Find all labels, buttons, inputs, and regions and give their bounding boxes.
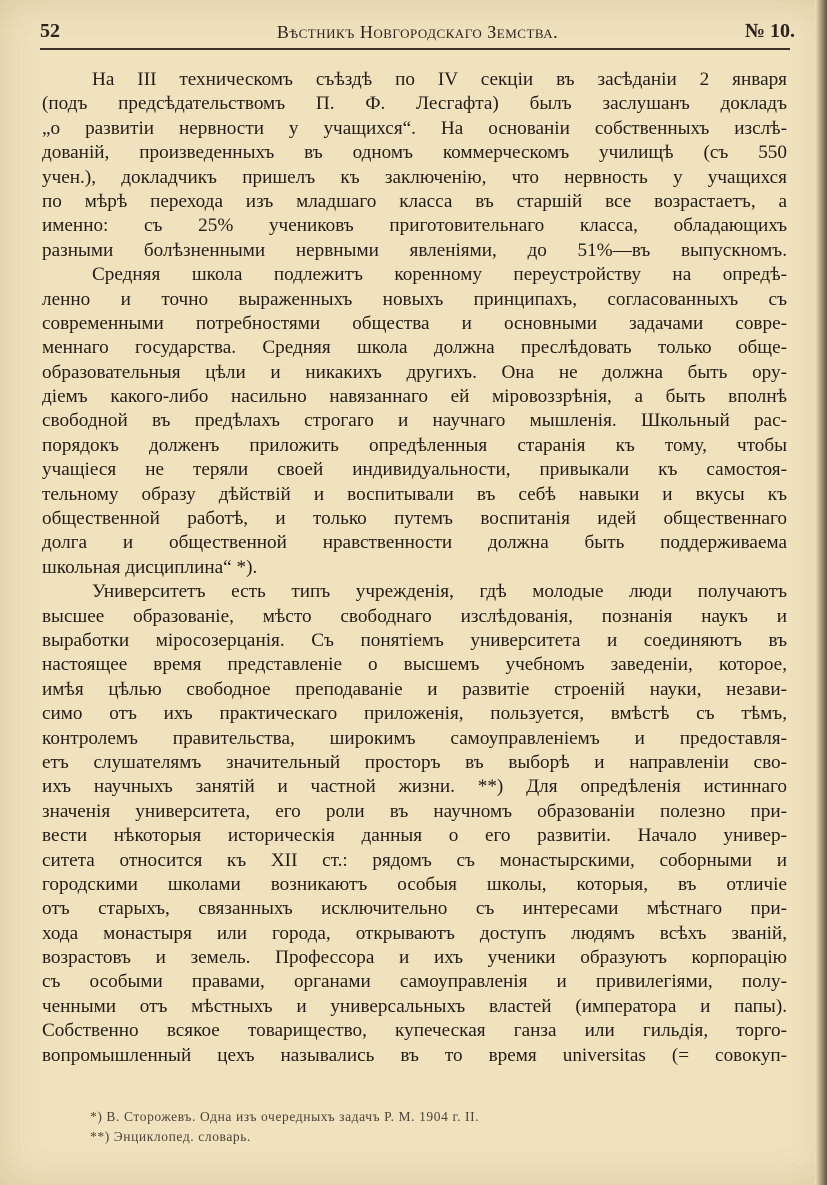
text-line: ченными отъ мѣстныхъ и универсальныхъ властей (императора и папы). bbox=[42, 995, 787, 1017]
footnote: *) В. Сторожевъ. Одна изъ очередныхъ задачъ Р. М. 1904 г. II. bbox=[90, 1109, 480, 1124]
text-line: симо отъ ихъ практическаго приложенія, пользуется, вмѣстѣ съ тѣмъ, bbox=[42, 703, 787, 725]
text-line: долга и общественной нравственности должна быть поддерживаема bbox=[42, 532, 787, 554]
text-line: съ особыми правами, органами самоуправленія и привилегіями, полу- bbox=[42, 971, 787, 993]
running-header bbox=[40, 20, 795, 46]
text-line: Университетъ есть типъ учрежденія, гдѣ молодые люди получаютъ bbox=[92, 581, 787, 603]
footnote: **) Энциклопед. словарь. bbox=[90, 1129, 252, 1144]
text-line: образовательныя цѣли и никакихъ другихъ. Она не должна быть ору- bbox=[42, 361, 787, 383]
text-line: вести нѣкоторыя историческія данныя о его развитіи. Начало универ- bbox=[42, 825, 787, 847]
text-line: тельному образу дѣйствій и воспитывали въ себѣ навыки и вкусы къ bbox=[42, 483, 787, 505]
text-line: дованій, произведенныхъ въ одномъ коммерческомъ училищѣ (съ 550 bbox=[42, 142, 787, 164]
text-line: етъ слушателямъ значительный просторъ въ выборѣ и направленіи сво- bbox=[42, 751, 787, 773]
article-body bbox=[42, 68, 787, 1068]
text-line: городскими школами возникаютъ особыя школы, которыя, въ отличіе bbox=[42, 873, 787, 895]
text-line: разными болѣзненными нервными явленіями, до 51%—въ выпускномъ. bbox=[42, 239, 787, 261]
page-number: 52 bbox=[40, 20, 60, 42]
text-line: учащіеся не теряли своей индивидуальности, привыкали къ самостоя- bbox=[42, 459, 787, 481]
text-line: хода монастыря или города, открываютъ доступъ людямъ всѣхъ званій, bbox=[42, 922, 787, 944]
text-line: „о развитіи нервности у учащихся“. На основаніи собственныхъ изслѣ- bbox=[42, 117, 787, 139]
issue-number: № 10. bbox=[744, 20, 795, 42]
text-line: именно: съ 25% учениковъ приготовительнаго класса, обладающихъ bbox=[42, 215, 787, 237]
text-line: школьная дисциплина“ *). bbox=[42, 556, 258, 578]
header-rule bbox=[40, 48, 790, 50]
text-line: значенія университета, его роли въ научномъ образованіи полезно при- bbox=[42, 800, 787, 822]
text-line: отъ старыхъ, связанныхъ исключительно съ интересами мѣстнаго при- bbox=[42, 898, 787, 920]
text-line: общественной работѣ, и только путемъ воспитанія идей общественнаго bbox=[42, 508, 787, 530]
text-line: возрастовъ и земель. Профессора и ихъ ученики образуютъ корпорацію bbox=[42, 947, 787, 969]
text-line: ситета относится къ XII ст.: рядомъ съ монастырскими, соборными и bbox=[42, 849, 787, 871]
text-line: діемъ какого-либо насильно навязаннаго ей міровоззрѣнія, а быть вполнѣ bbox=[42, 386, 787, 408]
text-line: высшее образованіе, мѣсто свободнаго изслѣдованія, познанія наукъ и bbox=[42, 605, 787, 627]
text-line: порядокъ долженъ приложить опредѣленныя старанія къ тому, чтобы bbox=[42, 434, 787, 456]
text-line: Собственно всякое товарищество, купеческая ганза или гильдія, торго- bbox=[42, 1020, 787, 1042]
text-line: меннаго государства. Средняя школа должна преслѣдовать только обще- bbox=[42, 337, 787, 359]
text-line: контролемъ правительства, широкимъ самоуправленіемъ и предоставля- bbox=[42, 727, 787, 749]
text-line: учен.), докладчикъ пришелъ къ заключенію, что нервность у учащихся bbox=[42, 166, 787, 188]
text-line: по мѣрѣ перехода изъ младшаго класса въ старшій все возрастаетъ, а bbox=[42, 190, 787, 212]
text-line: Средняя школа подлежитъ коренному переустройству на опредѣ- bbox=[92, 264, 787, 286]
journal-title: Вѣстникъ Новгородскаго Земства. bbox=[276, 22, 559, 42]
text-line: настоящее время представленіе о высшемъ учебномъ заведеніи, которое, bbox=[42, 654, 787, 676]
text-line: На III техническомъ съѣздѣ по IV секціи въ засѣданіи 2 января bbox=[92, 69, 787, 90]
text-line: ихъ научныхъ занятій и частной жизни. **) Для опредѣленія истиннаго bbox=[42, 776, 787, 798]
text-line: современными потребностями общества и основными задачами совре- bbox=[42, 312, 787, 334]
page-edge-shadow bbox=[815, 0, 827, 1185]
text-line: вопромышленный цехъ назывались въ то время universitas (= совокуп- bbox=[42, 1044, 787, 1066]
text-line: (подъ предсѣдательствомъ П. Ф. Лесгафта) былъ заслушанъ докладъ bbox=[42, 93, 787, 115]
text-line: выработки міросозерцанія. Съ понятіемъ университета и соединяютъ въ bbox=[42, 629, 787, 651]
text-line: свободной въ предѣлахъ строгаго и научнаго мышленія. Школьный рас- bbox=[42, 410, 787, 432]
text-line: имѣя цѣлью свободное преподаваніе и развитіе строеній науки, незави- bbox=[42, 678, 787, 700]
footnotes bbox=[90, 1107, 780, 1147]
text-line: ленно и точно выраженныхъ новыхъ принципахъ, согласованныхъ съ bbox=[42, 288, 787, 310]
